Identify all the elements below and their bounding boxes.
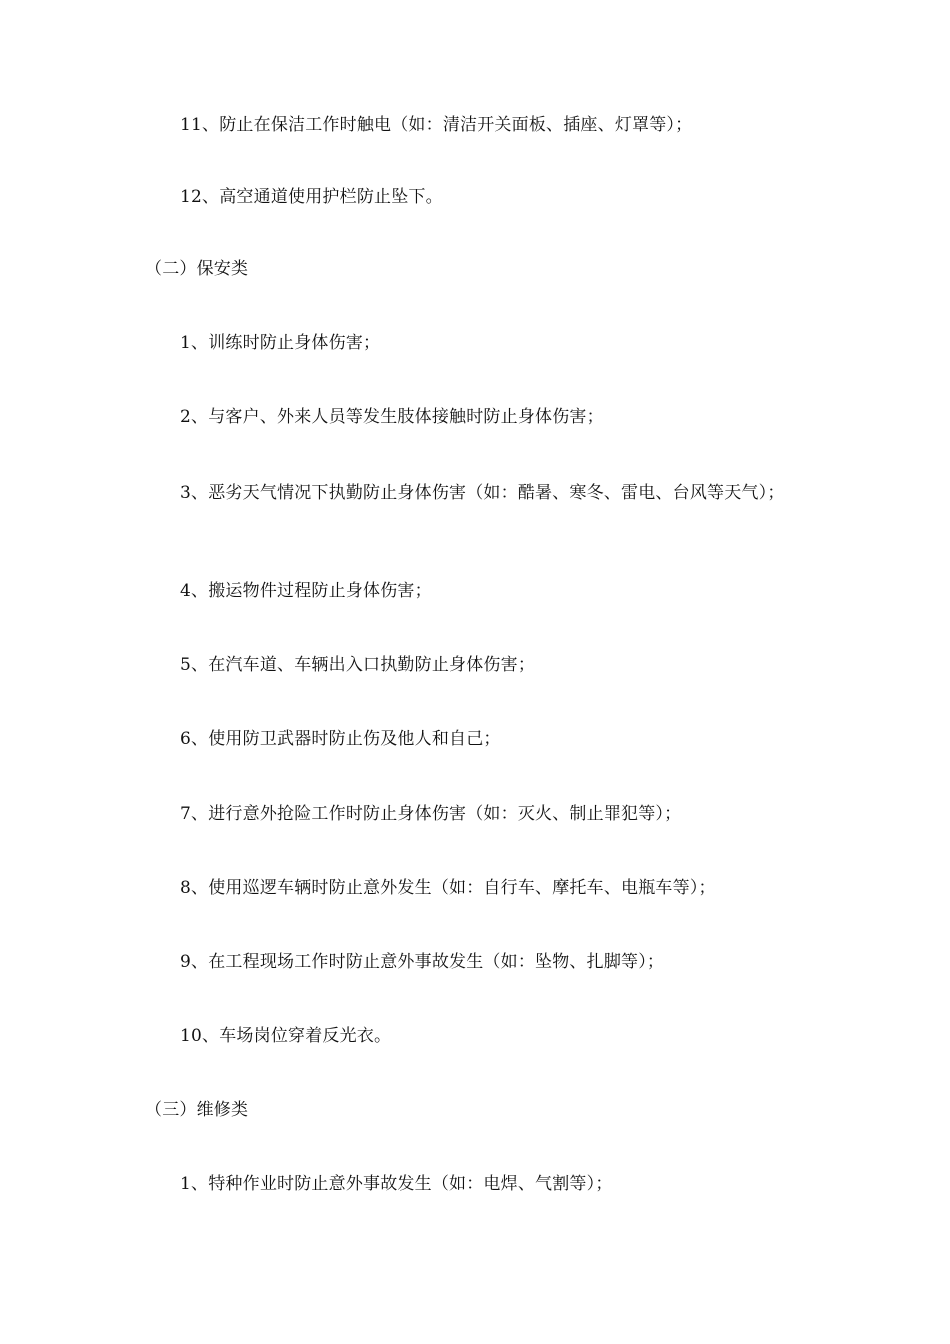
security-item-4: 4、搬运物件过程防止身体伤害； bbox=[180, 581, 432, 601]
security-item-9: 9、在工程现场工作时防止意外事故发生（如：坠物、扎脚等）； bbox=[180, 952, 665, 972]
security-item-3: 3、恶劣天气情况下执勤防止身体伤害（如：酷暑、寒冬、雷电、台风等天气）； bbox=[180, 483, 785, 503]
security-section-heading: （二）保安类 bbox=[145, 259, 249, 279]
security-item-5: 5、在汽车道、车辆出入口执勤防止身体伤害； bbox=[180, 655, 536, 675]
cleaning-item-12: 12、高空通道使用护栏防止坠下。 bbox=[180, 187, 443, 207]
security-item-10: 10、车场岗位穿着反光衣。 bbox=[180, 1026, 392, 1046]
security-item-2: 2、与客户、外来人员等发生肢体接触时防止身体伤害； bbox=[180, 407, 604, 427]
cleaning-item-11: 11、防止在保洁工作时触电（如：清洁开关面板、插座、灯罩等）； bbox=[180, 115, 693, 135]
security-item-7: 7、进行意外抢险工作时防止身体伤害（如：灭火、制止罪犯等）； bbox=[180, 804, 682, 824]
security-item-8: 8、使用巡逻车辆时防止意外发生（如：自行车、摩托车、电瓶车等）； bbox=[180, 878, 716, 898]
maintenance-section-heading: （三）维修类 bbox=[145, 1100, 249, 1120]
maintenance-item-1: 1、特种作业时防止意外事故发生（如：电焊、气割等）； bbox=[180, 1174, 613, 1194]
security-item-6: 6、使用防卫武器时防止伤及他人和自己； bbox=[180, 729, 501, 749]
security-item-1: 1、训练时防止身体伤害； bbox=[180, 333, 381, 353]
